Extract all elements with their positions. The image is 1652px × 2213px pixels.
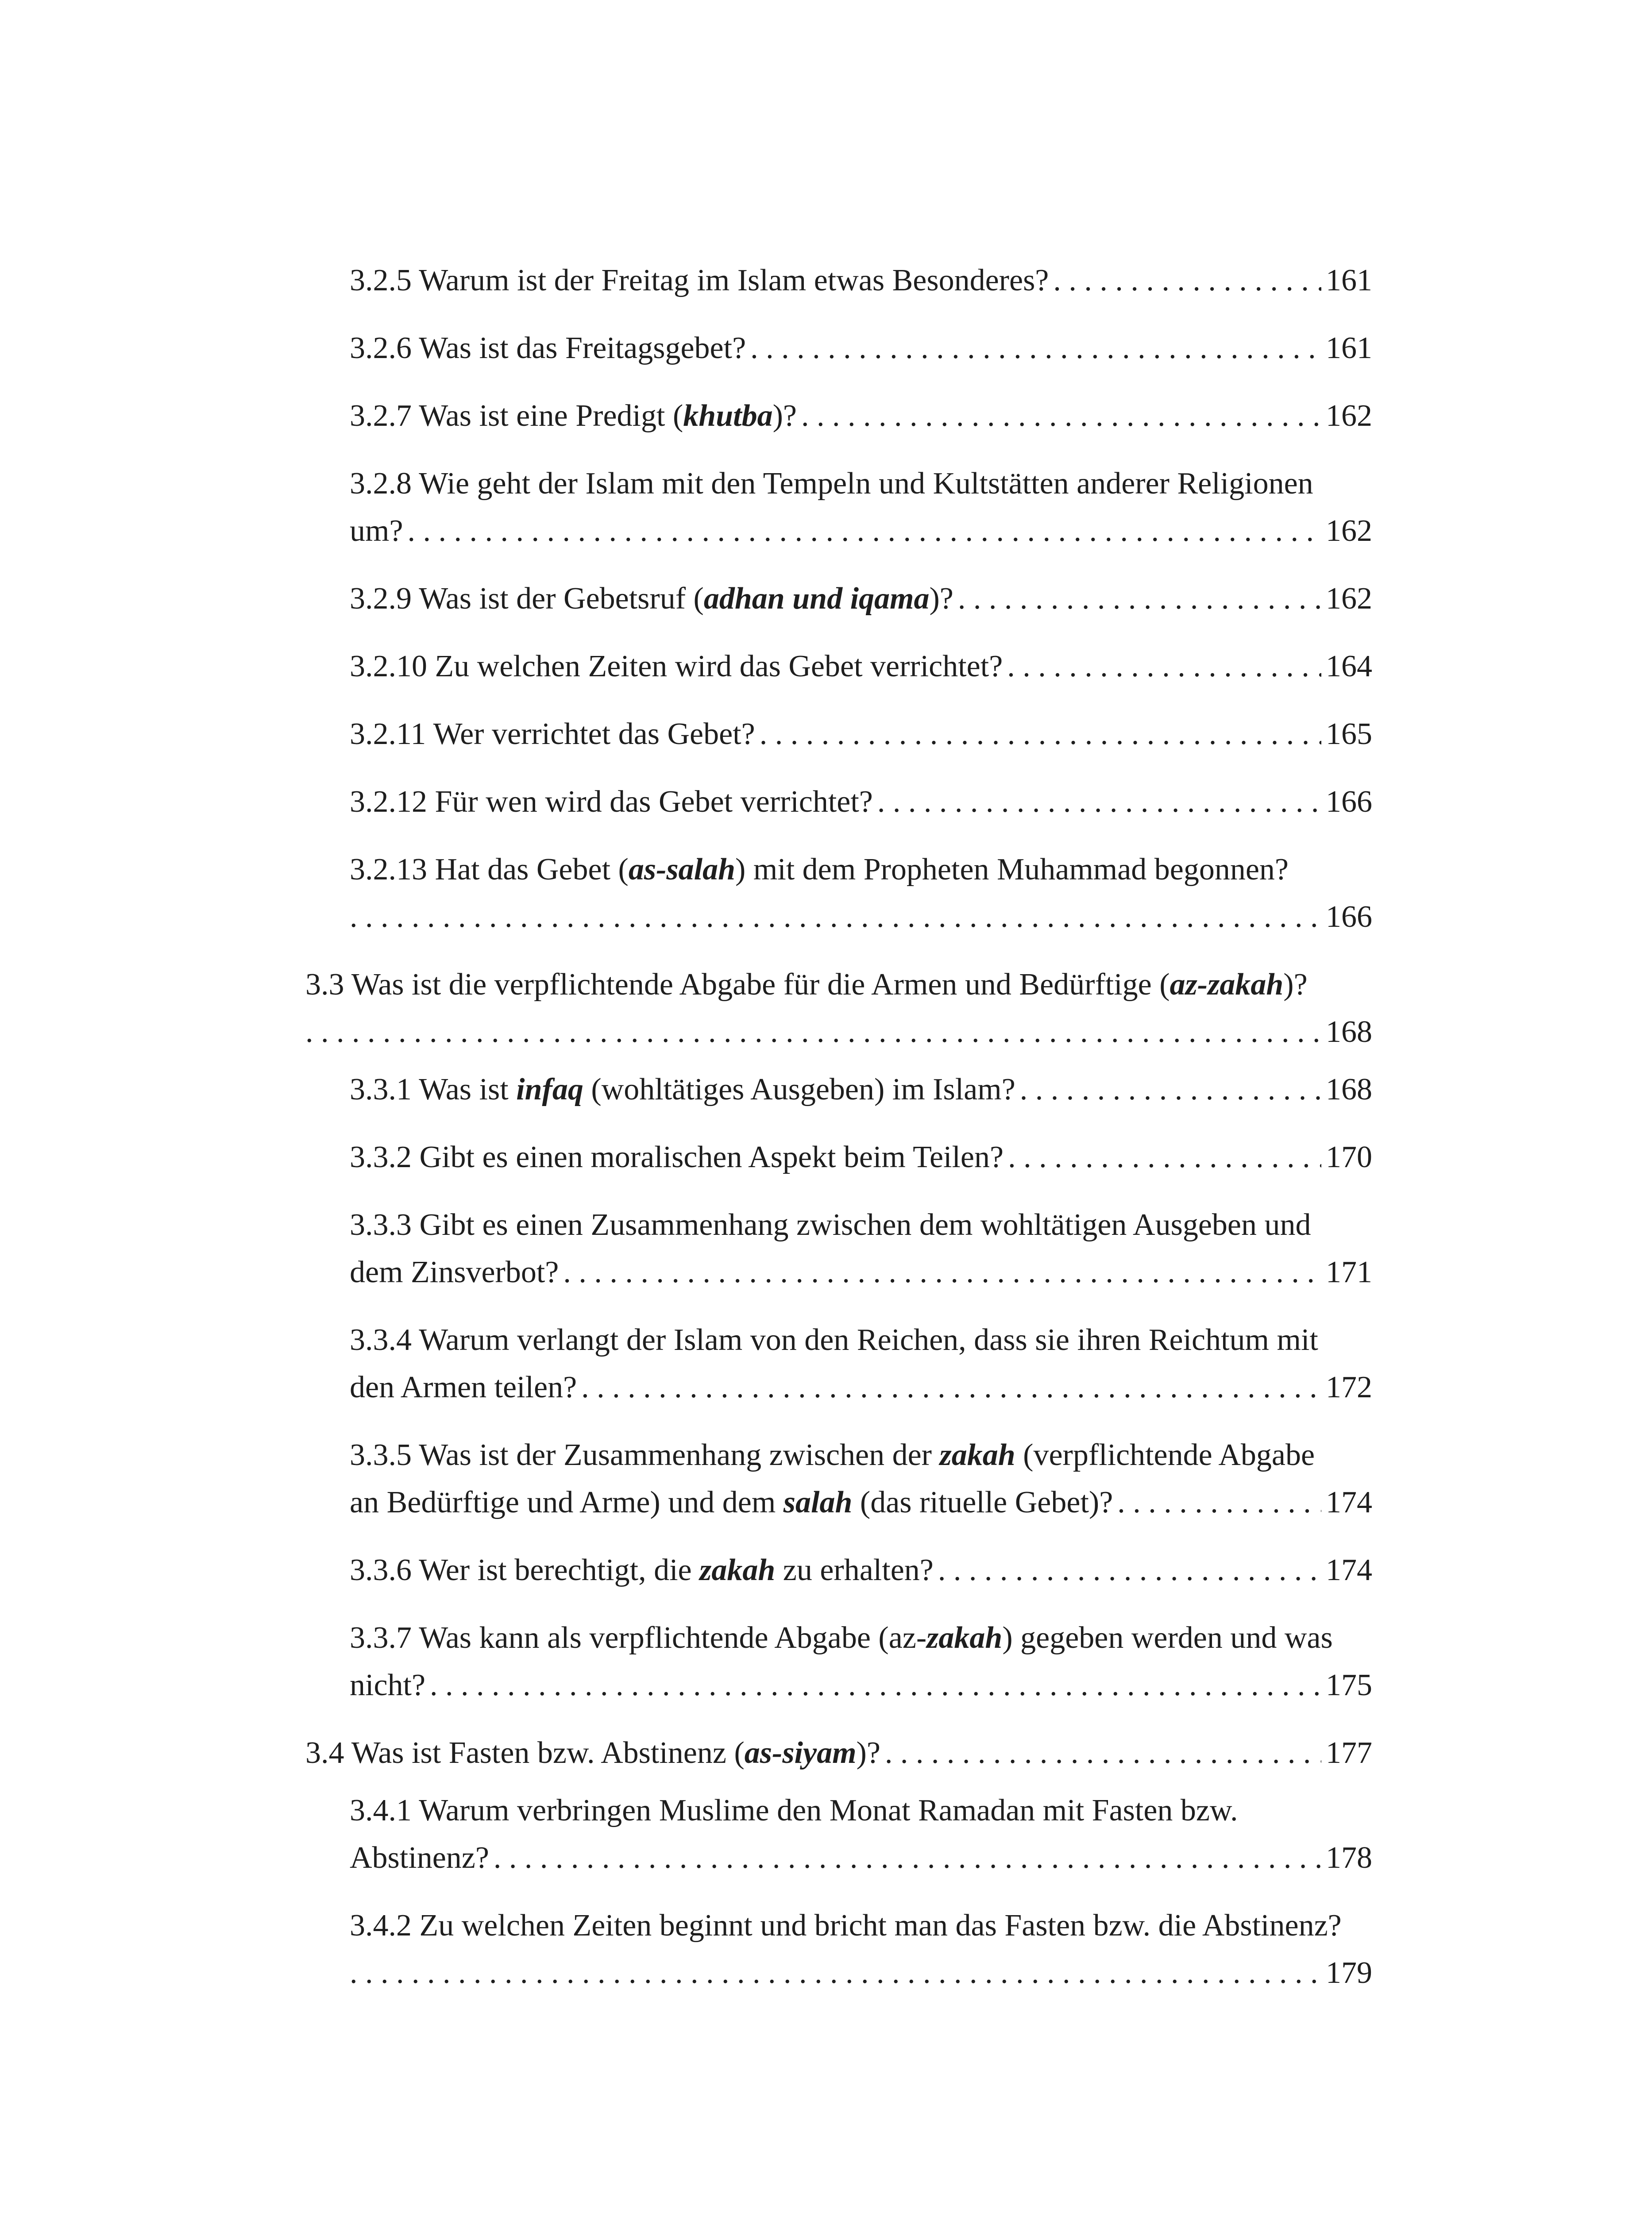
toc-entry-title: 3.3.2 Gibt es einen moralischen Aspekt beim Teilen? (350, 1140, 1004, 1174)
toc-entry-title: 3.3.6 Wer ist berechtigt, die zakah zu erhalten? (350, 1553, 934, 1587)
toc-entry[interactable] (305, 1729, 1372, 1777)
arabic-term: infaq (516, 1072, 583, 1106)
dot-leader (350, 1949, 1321, 1997)
dot-leader (760, 710, 1321, 758)
dot-leader (1117, 1479, 1321, 1526)
toc-entry-title: den Armen teilen? (350, 1370, 577, 1404)
toc-entry-title: 3.2.11 Wer verrichtet das Gebet? (350, 717, 755, 751)
toc-entry[interactable] (350, 257, 1372, 304)
toc-entry-title: 3.2.5 Warum ist der Freitag im Islam etwas Besonderes? (350, 263, 1049, 297)
toc-entry[interactable] (350, 1133, 1372, 1181)
toc-entry-title-line: 3.3.7 Was kann als verpflichtende Abgabe (az-zakah) gegeben werden und was (350, 1621, 1333, 1655)
arabic-term: khutba (683, 399, 773, 433)
toc-page-number: 166 (1326, 900, 1372, 934)
dot-leader (1053, 257, 1321, 304)
toc-entry-title-line: 3.3 Was ist die verpflichtende Abgabe für die Armen und Bedürftige (az-zakah)? (305, 968, 1308, 1002)
toc-page-number: 165 (1326, 717, 1372, 751)
arabic-term: zakah (939, 1438, 1015, 1472)
dot-leader (1008, 1133, 1321, 1181)
dot-leader (494, 1834, 1321, 1881)
toc-entry-title: an Bedürftige und Arme) und dem salah (das rituelle Gebet)? (350, 1485, 1113, 1519)
toc-page-number: 162 (1326, 582, 1372, 616)
toc-entry[interactable] (350, 1066, 1372, 1113)
toc-entry[interactable] (350, 778, 1372, 825)
toc-entry[interactable] (350, 1614, 1372, 1709)
toc-page-number: 161 (1326, 331, 1372, 365)
toc-entry[interactable] (350, 1201, 1372, 1296)
toc-page-number: 174 (1326, 1485, 1372, 1519)
toc-entry-title: 3.4 Was ist Fasten bzw. Abstinenz (as-siyam)? (305, 1736, 880, 1770)
toc-page-number: 175 (1326, 1668, 1372, 1702)
toc-entry[interactable] (350, 1316, 1372, 1411)
toc-entry-title-line: 3.2.8 Wie geht der Islam mit den Tempeln und Kultstätten anderer Religionen (350, 467, 1313, 501)
dot-leader (408, 507, 1321, 555)
toc-entry[interactable] (305, 961, 1372, 1056)
dot-leader (938, 1546, 1321, 1594)
toc-entry-title: um? (350, 514, 403, 548)
toc-entry-title: dem Zinsverbot? (350, 1255, 559, 1289)
toc-page-number: 177 (1326, 1736, 1372, 1770)
toc-page-number: 166 (1326, 785, 1372, 819)
toc-entry-title: 3.2.9 Was ist der Gebetsruf (adhan und iqama)? (350, 582, 953, 616)
arabic-term: as-salah (628, 852, 736, 887)
toc-entry-title: 3.2.7 Was ist eine Predigt (khutba)? (350, 399, 797, 433)
toc-page-number: 179 (1326, 1956, 1372, 1990)
toc-page-number: 171 (1326, 1255, 1372, 1289)
toc-entry-title: nicht? (350, 1668, 426, 1702)
toc-page-number: 162 (1326, 399, 1372, 433)
toc-entry-title: 3.2.6 Was ist das Freitagsgebet? (350, 331, 746, 365)
dot-leader (1007, 643, 1321, 690)
toc-entry[interactable] (350, 1902, 1372, 1997)
table-of-contents (305, 257, 1372, 2017)
toc-page-number: 174 (1326, 1553, 1372, 1587)
toc-entry-title: 3.3.1 Was ist infaq (wohltätiges Ausgeben) im Islam? (350, 1072, 1015, 1106)
toc-entry[interactable] (350, 710, 1372, 758)
toc-entry-title: Abstinenz? (350, 1841, 489, 1875)
arabic-term: salah (783, 1485, 853, 1519)
toc-entry-title-line: 3.2.13 Hat das Gebet (as-salah) mit dem Propheten Muhammad begonnen? (350, 852, 1289, 887)
dot-leader (750, 324, 1321, 372)
toc-entry[interactable] (350, 1546, 1372, 1594)
dot-leader (350, 893, 1321, 941)
toc-entry-title: 3.2.12 Für wen wird das Gebet verrichtet? (350, 785, 873, 819)
toc-entry[interactable] (350, 1431, 1372, 1526)
dot-leader (430, 1662, 1321, 1709)
toc-entry-title-line: 3.4.2 Zu welchen Zeiten beginnt und bricht man das Fasten bzw. die Abstinenz? (350, 1908, 1342, 1943)
arabic-term: as-siyam (744, 1736, 857, 1770)
toc-entry-title: 3.2.10 Zu welchen Zeiten wird das Gebet verrichtet? (350, 649, 1003, 683)
toc-entry[interactable] (350, 1787, 1372, 1881)
arabic-term: az-zakah (1170, 968, 1284, 1002)
toc-page-number: 168 (1326, 1072, 1372, 1106)
arabic-term: adhan und iqama (703, 582, 930, 616)
dot-leader (958, 575, 1321, 622)
toc-entry-title-line: 3.4.1 Warum verbringen Muslime den Monat Ramadan mit Fasten bzw. (350, 1793, 1238, 1827)
dot-leader (1020, 1066, 1321, 1113)
toc-entry[interactable] (350, 392, 1372, 440)
toc-entry-title-line: 3.3.4 Warum verlangt der Islam von den Reichen, dass sie ihren Reichtum mit (350, 1323, 1318, 1357)
toc-page-number: 170 (1326, 1140, 1372, 1174)
dot-leader (305, 1008, 1321, 1056)
toc-entry[interactable] (350, 575, 1372, 622)
dot-leader (563, 1249, 1321, 1296)
arabic-term: zakah (699, 1553, 776, 1587)
toc-page-number: 161 (1326, 263, 1372, 297)
toc-page-number: 162 (1326, 514, 1372, 548)
toc-entry[interactable] (350, 643, 1372, 690)
toc-entry[interactable] (350, 324, 1372, 372)
toc-entry[interactable] (350, 460, 1372, 555)
toc-page-number: 164 (1326, 649, 1372, 683)
toc-page-number: 168 (1326, 1015, 1372, 1049)
dot-leader (877, 778, 1321, 825)
toc-page-number: 178 (1326, 1841, 1372, 1875)
dot-leader (801, 392, 1321, 440)
toc-entry-title-line: 3.3.5 Was ist der Zusammenhang zwischen der zakah (verpflichtende Abgabe (350, 1438, 1315, 1472)
toc-page-number: 172 (1326, 1370, 1372, 1404)
toc-entry-title-line: 3.3.3 Gibt es einen Zusammenhang zwischen dem wohltätigen Ausgeben und (350, 1208, 1311, 1242)
dot-leader (885, 1729, 1321, 1777)
toc-entry[interactable] (350, 846, 1372, 941)
dot-leader (581, 1364, 1321, 1411)
arabic-term: zakah (926, 1621, 1003, 1655)
